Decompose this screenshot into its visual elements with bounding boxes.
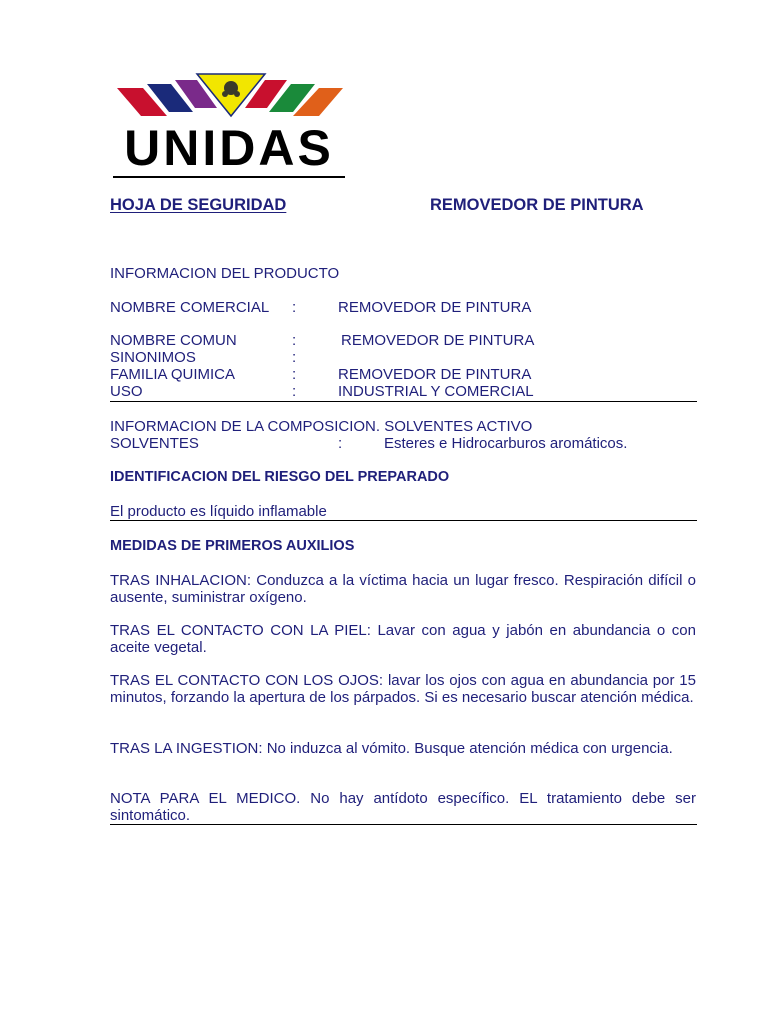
unidas-logo — [113, 70, 345, 180]
composition-label: SOLVENTES — [110, 435, 199, 452]
row-value: REMOVEDOR DE PINTURA — [341, 332, 535, 349]
risk-text: El producto es líquido inflamable — [110, 503, 327, 520]
composition-value: Esteres e Hidrocarburos aromáticos. — [384, 435, 628, 452]
row-separator: : — [292, 349, 297, 366]
composition-title: INFORMACION DE LA COMPOSICION. SOLVENTES ACTIVO — [110, 418, 533, 435]
first-aid-skin: TRAS EL CONTACTO CON LA PIEL: Lavar con agua y jabón en abundancia o con aceite vegetal. — [110, 622, 696, 656]
product-title: REMOVEDOR DE PINTURA — [430, 196, 644, 214]
row-label: NOMBRE COMUN — [110, 332, 237, 349]
product-info-title: INFORMACION DEL PRODUCTO — [110, 265, 340, 282]
row-label: NOMBRE COMERCIAL — [110, 299, 270, 316]
row-label: FAMILIA QUIMICA — [110, 366, 236, 383]
row-value: REMOVEDOR DE PINTURA — [338, 366, 532, 383]
row-separator: : — [292, 383, 297, 400]
divider — [110, 824, 697, 825]
row-label: SINONIMOS — [110, 349, 196, 366]
logo-text: UNIDAS — [124, 120, 334, 176]
row-value: INDUSTRIAL Y COMERCIAL — [338, 383, 534, 400]
row-separator: : — [292, 366, 297, 383]
row-separator: : — [292, 299, 297, 316]
composition-separator: : — [338, 435, 343, 452]
note-for-doctor: NOTA PARA EL MEDICO. No hay antídoto específico. EL tratamiento debe ser sintomático. — [110, 790, 696, 824]
document-title: HOJA DE SEGURIDAD — [110, 196, 287, 214]
first-aid-title: MEDIDAS DE PRIMEROS AUXILIOS — [110, 538, 355, 554]
first-aid-inhalation: TRAS INHALACION: Conduzca a la víctima hacia un lugar fresco. Respiración difícil o ausente, suministrar oxígeno. — [110, 572, 696, 606]
divider — [110, 520, 697, 521]
row-separator: : — [292, 332, 297, 349]
first-aid-ingestion: TRAS LA INGESTION: No induzca al vómito. Busque atención médica con urgencia. — [110, 740, 673, 757]
divider — [110, 401, 697, 402]
risk-title: IDENTIFICACION DEL RIESGO DEL PREPARADO — [110, 469, 450, 485]
first-aid-eyes: TRAS EL CONTACTO CON LOS OJOS: lavar los ojos con agua en abundancia por 15 minutos, forzando la apertura de los párpados. Si es necesario buscar atención médica. — [110, 672, 696, 706]
row-value: REMOVEDOR DE PINTURA — [338, 299, 532, 316]
row-label: USO — [110, 383, 143, 400]
